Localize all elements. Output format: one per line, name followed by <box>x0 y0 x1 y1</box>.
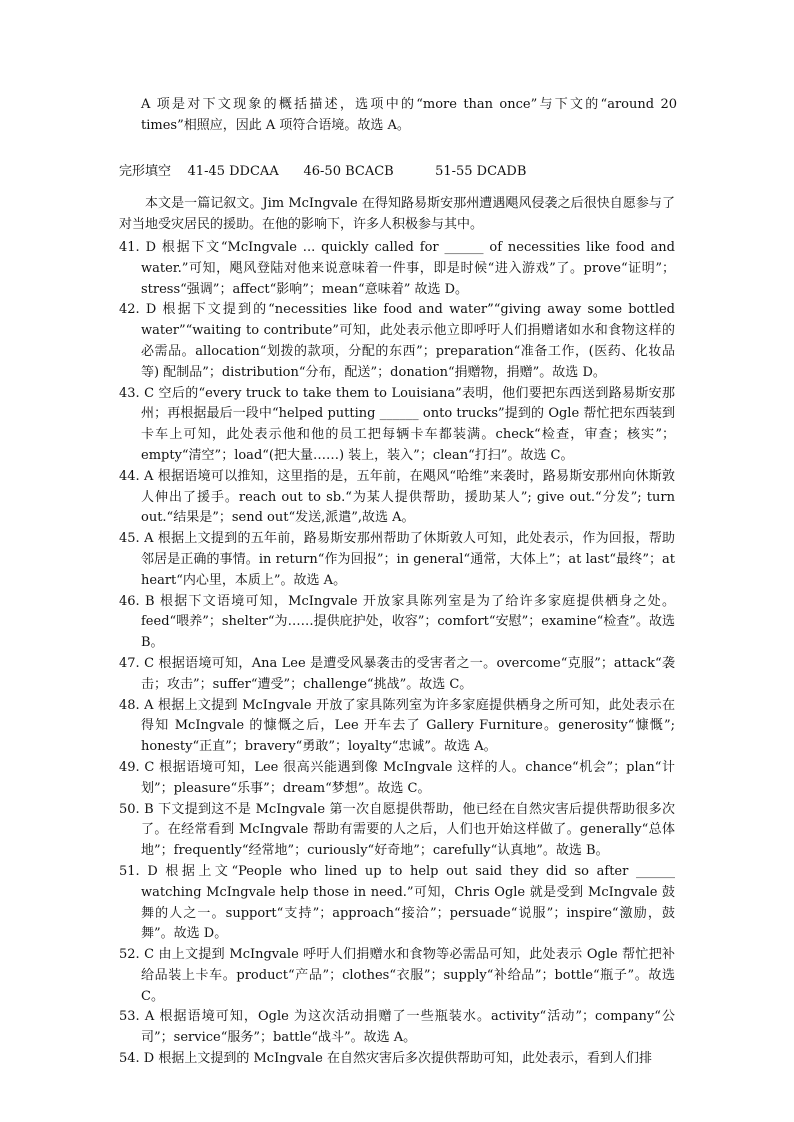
answer-list <box>119 238 675 1070</box>
answer-item: 46. B 根据下文语境可知，McIngvale 开放家具陈列室是为了给许多家庭提供栖身之处。feed“喂养”；shelter“为……提供庇护处，收容”；comfort“安慰”；examine“检查”。故选 B。 <box>119 593 675 651</box>
answer-item: 54. D 根据上文提到的 McIngvale 在自然灾害后多次提供帮助可知，此处表示，看到人们排 <box>119 1051 652 1067</box>
answer-explanation-paragraph: A 项是对下文现象的概括描述，选项中的“more than once”与下文的“around 20 times”相照应，因此 A 项符合语境。故选 A。 <box>141 97 677 133</box>
answer-item: 47. C 根据语境可知，Ana Lee 是遭受风暴袭击的受害者之一。overcome“克服”；attack“袭击；攻击”；suffer“遭受”；challenge“挑战”。故选 C。 <box>119 655 675 692</box>
answer-item: 52. C 由上文提到 McIngvale 呼吁人们捐赠水和食物等必需品可知，此处表示 Ogle 帮忙把补给品装上卡车。product“产品”；clothes“衣服”；supply“补给品”；bottle“瓶子”。故选 C。 <box>119 947 675 1004</box>
answer-item: 44. A 根据语境可以推知，这里指的是，五年前，在飓风“哈维”来袭时，路易斯安那州向休斯敦人伸出了援手。reach out to sb.“为某人提供帮助，援助某人”; give out.“分发”; turn out.“结果是”；send out“发送,派遣”,故选 A。 <box>119 468 675 526</box>
answer-item: 51. D 根据上文“People who lined up to help out said they did so after ______ watching McIngvale help those in need.”可知，Chris Ogle 就是受到 McIngvale 鼓舞的人之一。support“支持”；approach“接洽”；persuade“说服”；inspire“激励，鼓舞”。故选 D。 <box>119 863 675 942</box>
answer-item: 53. A 根据语境可知，Ogle 为这次活动捐赠了一些瓶装水。activity“活动”；company“公司”；service“服务”；battle“战斗”。故选 A。 <box>119 1009 675 1046</box>
answer-item: 48. A 根据上文提到 McIngvale 开放了家具陈列室为许多家庭提供栖身之所可知，此处表示在得知 McIngvale 的慷慨之后，Lee 开车去了 Gallery Furniture。generosity“慷慨”; honesty“正直”；bravery“勇敢”；loyalty“忠诚”。故选 A。 <box>119 697 675 755</box>
answer-item: 41. D 根据下文“McIngvale ... quickly called for ______ of necessities like food and water.”可知，飓风登陆对他来说意味着一件事，即是时候“进入游戏”了。prove“证明”；stress“强调”；affect“影响”；mean“意味着” 故选 D。 <box>119 240 675 297</box>
passage-summary: 本文是一篇记叙文。Jim McIngvale 在得知路易斯安那州遭遇飓风侵袭之后很快自愿参与了对当地受灾居民的援助。在他的影响下，许多人积极参与其中。 <box>119 196 675 232</box>
answer-item: 45. A 根据上文提到的五年前，路易斯安那州帮助了休斯敦人可知，此处表示，作为回报，帮助邻居是正确的事情。in return“作为回报”；in general“通常，大体上”；at last“最终”；at heart“内心里，本质上”。故选 A。 <box>119 531 675 588</box>
answer-item: 49. C 根据语境可知，Lee 很高兴能遇到像 McIngvale 这样的人。chance“机会”；plan“计划”；pleasure“乐事”；dream“梦想”。故选 C。 <box>119 759 675 796</box>
answer-item: 50. B 下文提到这不是 McIngvale 第一次自愿提供帮助，他已经在自然灾害后提供帮助很多次了。在经常看到 McIngvale 帮助有需要的人之后，人们也开始这样做了。generally“总体地”；frequently“经常地”；curiously“好奇地”；carefully“认真地”。故选 B。 <box>119 801 675 859</box>
answer-item: 42. D 根据下文提到的“necessities like food and water”“giving away some bottled water”“waiting to contribute”可知，此处表示他立即呼吁人们捐赠诸如水和食物这样的必需品。allocation“划拨的款项，分配的东西”；preparation“准备工作，(医药、化妆品等) 配制品”；distribution“分布，配送”；donation“捐赠物，捐赠”。故选 D。 <box>119 302 675 380</box>
answer-item: 43. C 空后的“every truck to take them to Louisiana”表明，他们要把东西送到路易斯安那州；再根据最后一段中“helped putting ______ onto trucks”提到的 Ogle 帮忙把东西装到卡车上可知，此处表示他和他的员工把每辆卡车都装满。check“检查，审查；核实”；empty“清空”；load“(把大量……) 装上，装入”；clean“打扫”。故选 C。 <box>119 385 675 463</box>
section-heading: 完形填空 41-45 DDCAA 46-50 BCACB 51-55 DCADB <box>119 164 527 179</box>
